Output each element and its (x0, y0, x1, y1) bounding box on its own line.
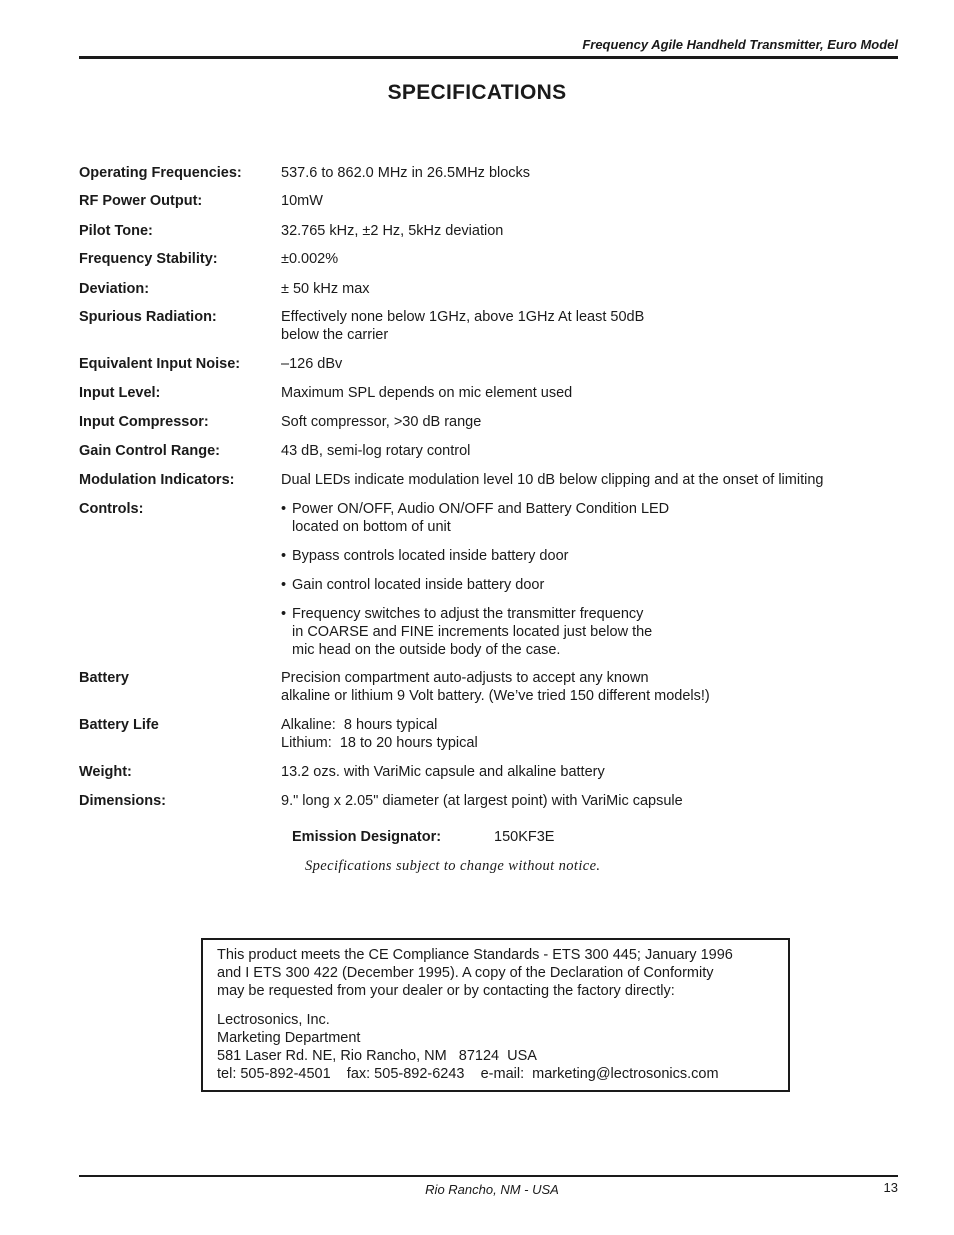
spec-label: Frequency Stability: (79, 251, 218, 267)
bullet-line: in COARSE and FINE increments located just below the (292, 624, 653, 640)
bullet-line: Gain control located inside battery door (292, 577, 545, 593)
spec-value: Soft compressor, >30 dB range (281, 414, 482, 430)
spec-label: Input Compressor: (79, 414, 209, 430)
page-number: 13 (883, 1180, 898, 1195)
ce-line: This product meets the CE Compliance Standards - ETS 300 445; January 1996 (217, 947, 733, 963)
spec-value: 32.765 kHz, ±2 Hz, 5kHz deviation (281, 223, 504, 239)
spec-value: 537.6 to 862.0 MHz in 26.5MHz blocks (281, 165, 531, 181)
spec-value (281, 716, 881, 752)
spec-label: Operating Frequencies: (79, 165, 242, 181)
spec-label: Equivalent Input Noise: (79, 356, 241, 372)
emission-designator-label: Emission Designator: (292, 829, 442, 845)
ce-compliance-text (217, 946, 787, 1083)
spec-value (281, 669, 881, 705)
address-line: 581 Laser Rd. NE, Rio Rancho, NM 87124 USA (217, 1048, 537, 1064)
spec-value-line: alkaline or lithium 9 Volt battery. (We’ve tried 150 different models!) (281, 688, 710, 704)
bullet-line: located on bottom of unit (292, 519, 451, 535)
spec-label: Pilot Tone: (79, 223, 153, 239)
address-line: Lectrosonics, Inc. (217, 1012, 330, 1028)
spec-value: –126 dBv (281, 356, 343, 372)
document-title: Frequency Agile Handheld Transmitter, Euro Model (582, 37, 898, 52)
spec-label: Deviation: (79, 281, 150, 297)
bullet-icon: • (281, 606, 287, 622)
bullet-line: mic head on the outside body of the case. (292, 642, 561, 658)
spec-value-line: below the carrier (281, 327, 389, 343)
bullet-icon: • (281, 548, 287, 564)
header-rule (79, 56, 898, 59)
ce-paragraph-gap (217, 1000, 787, 1011)
spec-label: Input Level: (79, 385, 161, 401)
spec-label: Weight: (79, 764, 132, 780)
footer-location: Rio Rancho, NM - USA (425, 1182, 559, 1197)
spec-value: Dual LEDs indicate modulation level 10 dB below clipping and at the onset of limiting (281, 472, 824, 488)
address-line: Marketing Department (217, 1030, 361, 1046)
spec-label: Controls: (79, 501, 144, 517)
ce-line: and I ETS 300 422 (December 1995). A copy of the Declaration of Conformity (217, 965, 714, 981)
spec-value-line: Precision compartment auto-adjusts to accept any known (281, 670, 649, 686)
spec-label: Modulation Indicators: (79, 472, 235, 488)
emission-designator-value: 150KF3E (494, 829, 555, 845)
spec-value: ± 50 kHz max (281, 281, 370, 297)
footer-rule (79, 1175, 898, 1177)
spec-label: RF Power Output: (79, 193, 203, 209)
ce-compliance-box (201, 938, 790, 1092)
spec-label: Battery (79, 670, 129, 686)
bullet-icon: • (281, 577, 287, 593)
spec-value-line: Effectively none below 1GHz, above 1GHz At least 50dB (281, 309, 645, 325)
spec-value: 13.2 ozs. with VariMic capsule and alkaline battery (281, 764, 605, 780)
spec-label: Battery Life (79, 717, 159, 733)
spec-value: 9." long x 2.05" diameter (at largest point) with VariMic capsule (281, 793, 683, 809)
spec-value: Maximum SPL depends on mic element used (281, 385, 573, 401)
spec-value: 43 dB, semi-log rotary control (281, 443, 471, 459)
ce-line: may be requested from your dealer or by contacting the factory directly: (217, 983, 675, 999)
spec-label: Gain Control Range: (79, 443, 220, 459)
spec-value-line: Lithium: 18 to 20 hours typical (281, 735, 478, 751)
bullet-line: Bypass controls located inside battery door (292, 548, 569, 564)
spec-label: Dimensions: (79, 793, 167, 809)
bullet-icon: • (281, 501, 287, 517)
spec-value: 10mW (281, 193, 323, 209)
spec-value-line: Alkaline: 8 hours typical (281, 717, 438, 733)
spec-value: ±0.002% (281, 251, 339, 267)
spec-value (281, 308, 881, 344)
bullet-line: Frequency switches to adjust the transmitter frequency (292, 606, 644, 622)
disclaimer-note: Specifications subject to change without notice. (305, 858, 601, 874)
spec-label: Spurious Radiation: (79, 309, 217, 325)
contact-line: tel: 505-892-4501 fax: 505-892-6243 e-mail: marketing@lectrosonics.com (217, 1066, 719, 1082)
bullet-line: Power ON/OFF, Audio ON/OFF and Battery Condition LED (292, 501, 670, 517)
page-title: SPECIFICATIONS (387, 81, 567, 104)
